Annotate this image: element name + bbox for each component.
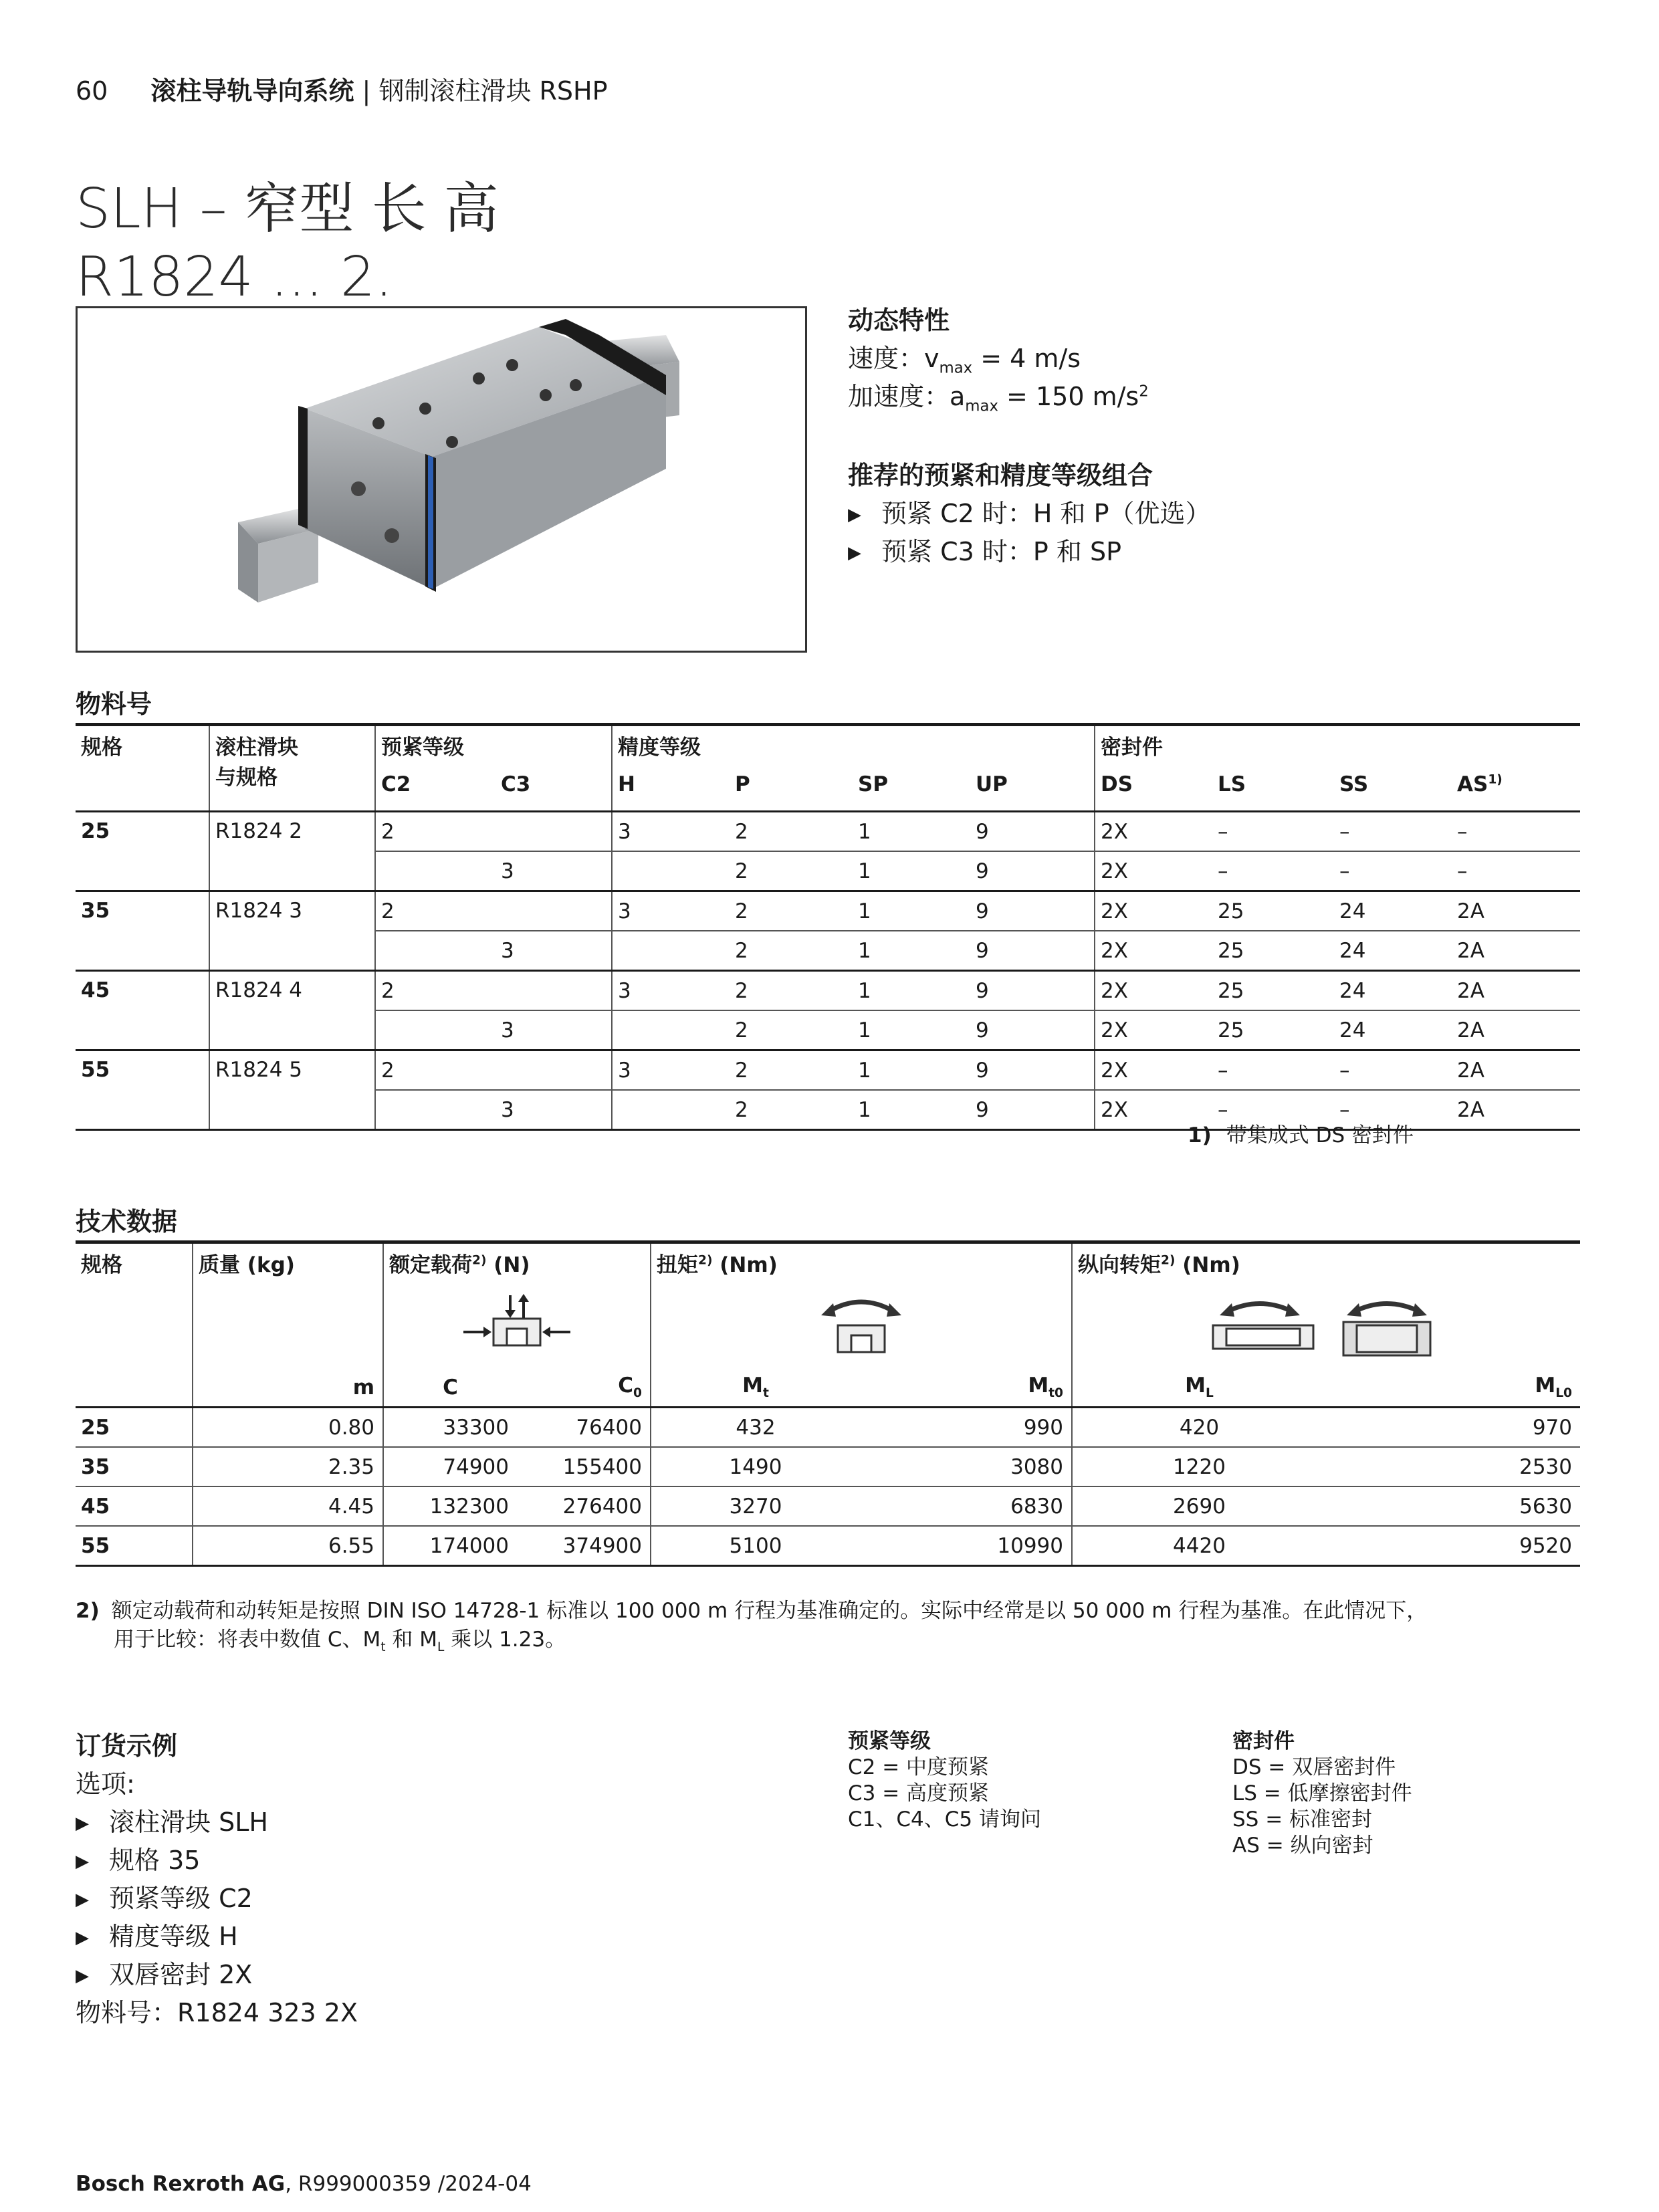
cell-up: 9: [976, 978, 989, 1003]
cell-ml0: 9520: [1519, 1533, 1572, 1558]
col-mt0: [860, 1368, 1072, 1408]
cell-ds: 2X: [1095, 931, 1212, 971]
recommend-item: ▶ 预紧 C3 时：P 和 SP: [848, 531, 1121, 568]
col-seals: 密封件: [1095, 725, 1580, 769]
cell-as: 2A: [1457, 938, 1484, 963]
load-direction-icon: [457, 1289, 577, 1362]
cell-as: –: [1457, 859, 1468, 883]
cell-ds: 2X: [1095, 891, 1212, 931]
col-m: m: [193, 1368, 383, 1408]
order-title: 订货示例: [76, 1731, 178, 1761]
cell-as: 2A: [1457, 1018, 1484, 1042]
cell-p: 2: [735, 819, 748, 844]
seal-legend-line: SS = 标准密封: [1232, 1807, 1373, 1832]
page-number: 60: [76, 76, 108, 106]
load-diagram: [383, 1288, 651, 1368]
cell-ss: –: [1339, 1097, 1350, 1122]
long-torque-diagram: [1072, 1288, 1580, 1368]
footnote-text: 带集成式 DS 密封件: [1226, 1123, 1414, 1147]
seal-legend-title: 密封件: [1232, 1729, 1295, 1753]
col-sp: SP: [853, 768, 970, 812]
cell-c3: 3: [501, 1097, 514, 1122]
table-row: [76, 1050, 1580, 1091]
cell-c: 174000: [383, 1526, 517, 1566]
tech-table: [76, 1240, 1580, 1567]
cell-ds: 2X: [1095, 1010, 1212, 1050]
tech-table-title: 技术数据: [76, 1207, 178, 1236]
cell-as: 2A: [1457, 1058, 1484, 1083]
preload-legend-title: 预紧等级: [848, 1729, 931, 1753]
col-torque: [651, 1242, 1072, 1289]
cell-c2: 2: [375, 812, 495, 852]
recommend-item: ▶ 预紧 C2 时：H 和 P（优选）: [848, 493, 1211, 530]
accel-label: 加速度：a: [848, 382, 966, 411]
cell-part: R1824 4: [209, 971, 375, 1050]
cell-c: 74900: [383, 1447, 517, 1486]
cell-sp: 1: [858, 1058, 871, 1083]
col-long-label: 纵向转矩: [1078, 1253, 1161, 1277]
col-as-sup: 1): [1488, 772, 1503, 787]
order-options-label: 选项:: [76, 1769, 135, 1799]
cell-up: 9: [976, 938, 989, 963]
order-item: ▶ 双唇密封 2X: [76, 1954, 252, 1991]
cell-size: 45: [81, 1494, 110, 1519]
torque-diagram: [651, 1288, 1072, 1368]
table-row: [76, 891, 1580, 931]
col-preload: 预紧等级: [375, 725, 612, 769]
table-row: [76, 812, 1580, 852]
footer-company: Bosch Rexroth AG: [76, 2172, 286, 2196]
cell-up: 9: [976, 1097, 989, 1122]
table-row: [76, 1526, 1580, 1566]
cell-ds: 2X: [1095, 1090, 1212, 1130]
page-title: [76, 175, 499, 312]
cell-size: 55: [81, 1533, 110, 1558]
cell-m: 2.35: [193, 1447, 383, 1486]
cell-mt0: 990: [1023, 1415, 1063, 1440]
cell-sp: 1: [858, 1018, 871, 1042]
col-up: UP: [970, 768, 1095, 812]
cell-p: 2: [735, 1058, 748, 1083]
col-mt-label: M: [742, 1373, 763, 1398]
cell-size: 25: [76, 812, 209, 891]
cell-ds: 2X: [1095, 1050, 1212, 1091]
cell-ls: 25: [1218, 1018, 1244, 1042]
col-c0: [517, 1368, 651, 1408]
material-footnote: [1188, 1118, 1414, 1148]
footnote-number: 2): [76, 1599, 100, 1623]
cell-mt0: 6830: [1010, 1494, 1063, 1519]
order-item: ▶ 滚柱滑块 SLH: [76, 1801, 268, 1838]
speed-label: 速度：v: [848, 344, 939, 373]
accel-sup: 2: [1139, 382, 1149, 401]
subsection-title: 钢制滚柱滑块 RSHP: [378, 76, 608, 106]
cell-c3: 3: [501, 938, 514, 963]
cell-ss: –: [1339, 1058, 1350, 1083]
col-mt-sub: t: [762, 1386, 769, 1401]
cell-ss: 24: [1339, 899, 1366, 923]
cell-sp: 1: [858, 819, 871, 844]
cell-ls: –: [1218, 1058, 1228, 1083]
col-ls: LS: [1212, 768, 1334, 812]
col-load-sup: 2): [472, 1253, 487, 1268]
cell-ml: 1220: [1072, 1447, 1326, 1486]
speed-sub: max: [939, 359, 973, 377]
recommend-heading: 推荐的预紧和精度等级组合: [848, 461, 1153, 490]
footnote-sub: t: [380, 1640, 386, 1655]
longitudinal-torque-icon: [1206, 1289, 1447, 1362]
order-item: ▶ 精度等级 H: [76, 1916, 238, 1953]
col-torque-label: 扭矩: [657, 1253, 698, 1277]
cell-ls: 25: [1218, 899, 1244, 923]
table-header-row: [76, 725, 1580, 769]
torque-rotation-icon: [814, 1289, 908, 1362]
col-c3: C3: [495, 768, 612, 812]
cell-c2: 2: [375, 891, 495, 931]
cell-sp: 1: [858, 978, 871, 1003]
col-load-label: 额定载荷: [389, 1253, 472, 1277]
cell-up: 9: [976, 1018, 989, 1042]
cell-ml0: 2530: [1519, 1454, 1572, 1479]
footnote-text: 乘以 1.23。: [444, 1628, 566, 1652]
cell-size: 35: [81, 1454, 110, 1479]
speed-value: = 4 m/s: [972, 344, 1081, 373]
cell-ml: 2690: [1072, 1486, 1326, 1526]
cell-p: 2: [735, 899, 748, 923]
footnote-number: 1): [1188, 1123, 1212, 1147]
cell-part: R1824 5: [209, 1050, 375, 1130]
col-mt: [651, 1368, 860, 1408]
footnote-sub: L: [437, 1640, 445, 1655]
cell-as: 2A: [1457, 899, 1484, 923]
cell-p: 2: [735, 978, 748, 1003]
col-ss: SS: [1334, 768, 1452, 812]
table-row: [76, 1486, 1580, 1526]
cell-c3: 3: [501, 1018, 514, 1042]
col-ds: DS: [1095, 768, 1212, 812]
order-part-number: 物料号：R1824 323 2X: [76, 1998, 358, 2027]
table-icon-row: [76, 1288, 1580, 1368]
cell-c: 132300: [383, 1486, 517, 1526]
col-c0-label: C: [618, 1373, 634, 1398]
table-row: [76, 1408, 1580, 1448]
cell-c2: 2: [375, 971, 495, 1011]
cell-up: 9: [976, 899, 989, 923]
cell-ss: 24: [1339, 938, 1366, 963]
dynamics-heading: 动态特性: [848, 306, 950, 335]
cell-ds: 2X: [1095, 812, 1212, 852]
col-ml-label: M: [1185, 1373, 1206, 1398]
cell-ml0: 5630: [1519, 1494, 1572, 1519]
cell-part: R1824 2: [209, 812, 375, 891]
accel-line: [848, 376, 1149, 415]
cell-c0: 276400: [562, 1494, 642, 1519]
cell-m: 6.55: [193, 1526, 383, 1566]
cell-sp: 1: [858, 859, 871, 883]
cell-sp: 1: [858, 938, 871, 963]
cell-mt0: 3080: [1010, 1454, 1063, 1479]
cell-size: 45: [76, 971, 209, 1050]
cell-h: 3: [612, 1050, 730, 1091]
cell-c0: 374900: [562, 1533, 642, 1558]
col-ml0-sub: L0: [1555, 1386, 1572, 1401]
cell-mt: 1490: [651, 1447, 860, 1486]
seal-legend-line: DS = 双唇密封件: [1232, 1755, 1396, 1779]
col-mt0-label: M: [1028, 1373, 1049, 1398]
col-block-line2: 与规格: [215, 766, 278, 790]
cell-size: 55: [76, 1050, 209, 1130]
col-ml0-label: M: [1535, 1373, 1556, 1398]
col-size: 规格: [76, 725, 209, 812]
roller-block-illustration: [78, 308, 805, 651]
col-load-unit: (N): [486, 1253, 530, 1277]
cell-as: 2A: [1457, 978, 1484, 1003]
cell-ls: 25: [1218, 978, 1244, 1003]
cell-ls: –: [1218, 1097, 1228, 1122]
preload-legend: [848, 1729, 1041, 1833]
footnote-text: 额定动载荷和动转矩是按照 DIN ISO 14728-1 标准以 100 000 m 行程为基准确定的。实际中经常是以 50 000 m 行程为基准。在此情况下，: [111, 1599, 1428, 1623]
cell-ml: 4420: [1072, 1526, 1326, 1566]
cell-ls: –: [1218, 819, 1228, 844]
seal-legend: [1232, 1729, 1412, 1859]
cell-c: 33300: [383, 1408, 517, 1448]
cell-sp: 1: [858, 1097, 871, 1122]
col-accuracy: 精度等级: [612, 725, 1095, 769]
col-c0-sub: 0: [633, 1386, 642, 1401]
cell-ss: 24: [1339, 1018, 1366, 1042]
col-p: P: [730, 768, 853, 812]
material-table-title: 物料号: [76, 689, 152, 719]
accel-sub: max: [965, 397, 998, 415]
product-photo: [76, 306, 807, 653]
col-long-unit: (Nm): [1175, 1253, 1240, 1277]
col-block-line1: 滚柱滑块: [215, 736, 298, 760]
col-load: [383, 1242, 651, 1289]
preload-legend-line: C2 = 中度预紧: [848, 1755, 990, 1779]
cell-m: 4.45: [193, 1486, 383, 1526]
preload-legend-line: C3 = 高度预紧: [848, 1781, 990, 1805]
material-table: [76, 723, 1580, 1131]
title-line2: R1824 ... 2.: [76, 245, 393, 309]
col-size: 规格: [81, 1253, 122, 1277]
col-torque-sup: 2): [698, 1253, 713, 1268]
cell-as: 2A: [1457, 1097, 1484, 1122]
col-block: [209, 725, 375, 812]
col-h: H: [612, 768, 730, 812]
cell-size: 35: [76, 891, 209, 971]
cell-ls: 25: [1218, 938, 1244, 963]
cell-h: 3: [612, 971, 730, 1011]
cell-p: 2: [735, 1097, 748, 1122]
cell-ls: –: [1218, 859, 1228, 883]
table-row: [76, 971, 1580, 1011]
cell-h: 3: [612, 891, 730, 931]
cell-up: 9: [976, 859, 989, 883]
cell-h: 3: [612, 812, 730, 852]
tech-footnote-line1: [76, 1593, 1427, 1624]
page-footer: [76, 2172, 532, 2196]
cell-m: 0.80: [193, 1408, 383, 1448]
footer-doc: , R999000359 /2024-04: [285, 2172, 532, 2196]
cell-ds: 2X: [1095, 851, 1212, 891]
seal-legend-line: LS = 低摩擦密封件: [1232, 1781, 1412, 1805]
col-torque-unit: (Nm): [712, 1253, 778, 1277]
cell-ss: 24: [1339, 978, 1366, 1003]
cell-mt: 5100: [651, 1526, 860, 1566]
col-c: C: [383, 1368, 517, 1408]
table-row: [76, 1447, 1580, 1486]
col-c2: C2: [375, 768, 495, 812]
col-ml: [1072, 1368, 1326, 1408]
col-mt0-sub: t0: [1048, 1386, 1063, 1401]
cell-c2: 2: [375, 1050, 495, 1091]
title-line1: SLH – 窄型 长 高: [76, 177, 499, 241]
table-subheader-row: [76, 1368, 1580, 1408]
order-item: ▶ 规格 35: [76, 1840, 200, 1876]
header-separator: |: [354, 76, 379, 106]
cell-p: 2: [735, 938, 748, 963]
page-header: [76, 70, 608, 107]
footnote-text: 和 M: [385, 1628, 438, 1652]
col-as-label: AS: [1457, 772, 1488, 796]
cell-ml0: 970: [1532, 1415, 1572, 1440]
col-long: [1072, 1242, 1580, 1289]
cell-mt: 432: [651, 1408, 860, 1448]
accel-value: = 150 m/s: [998, 382, 1139, 411]
cell-ds: 2X: [1095, 971, 1212, 1011]
tech-footnote-line2: [114, 1622, 566, 1654]
cell-ss: –: [1339, 819, 1350, 844]
order-item: ▶ 预紧等级 C2: [76, 1878, 253, 1914]
cell-ss: –: [1339, 859, 1350, 883]
preload-legend-line: C1、C4、C5 请询问: [848, 1807, 1041, 1832]
speed-line: [848, 338, 1081, 377]
cell-as: –: [1457, 819, 1468, 844]
cell-up: 9: [976, 819, 989, 844]
table-header-row: [76, 1242, 1580, 1289]
section-title: 滚柱导轨导向系统: [150, 76, 354, 106]
col-long-sup: 2): [1161, 1253, 1176, 1268]
cell-ml: 420: [1072, 1408, 1326, 1448]
cell-p: 2: [735, 1018, 748, 1042]
col-as: [1452, 768, 1580, 812]
col-mass: 质量 (kg): [193, 1242, 383, 1289]
footnote-text: 用于比较：将表中数值 C、M: [114, 1628, 381, 1652]
cell-up: 9: [976, 1058, 989, 1083]
cell-sp: 1: [858, 899, 871, 923]
seal-legend-line: AS = 纵向密封: [1232, 1834, 1373, 1858]
cell-part: R1824 3: [209, 891, 375, 971]
col-ml0: [1326, 1368, 1580, 1408]
cell-p: 2: [735, 859, 748, 883]
cell-c0: 155400: [562, 1454, 642, 1479]
cell-c0: 76400: [576, 1415, 642, 1440]
cell-mt0: 10990: [997, 1533, 1063, 1558]
cell-size: 25: [81, 1415, 110, 1440]
cell-mt: 3270: [651, 1486, 860, 1526]
cell-c3: 3: [501, 859, 514, 883]
col-ml-sub: L: [1206, 1386, 1214, 1401]
